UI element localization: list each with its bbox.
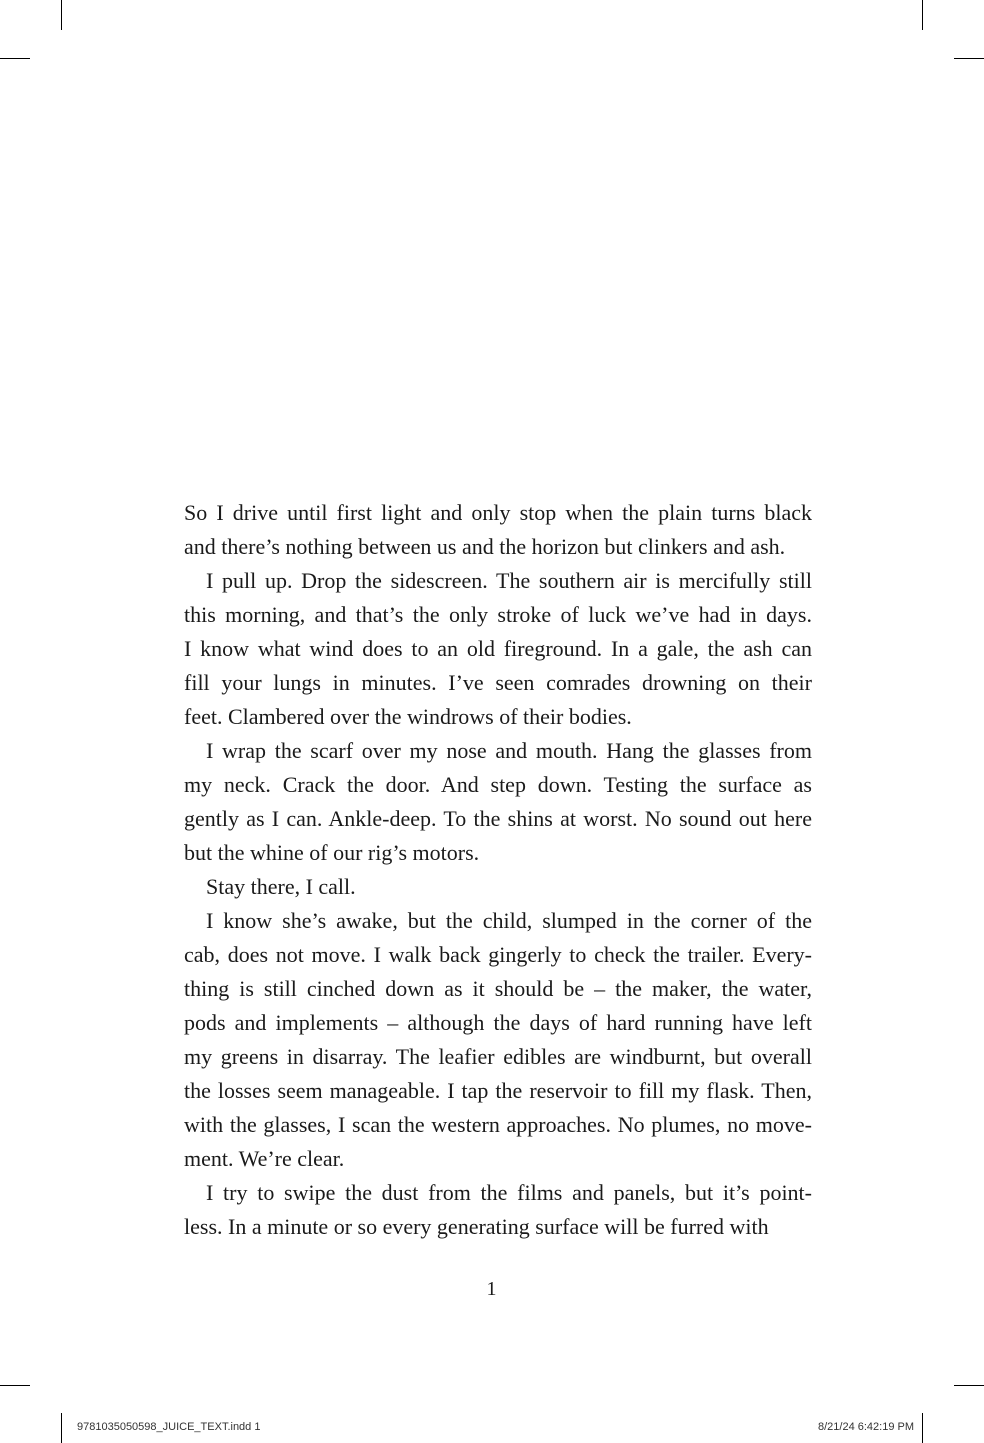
- paragraph: [184, 870, 812, 904]
- text-line: the losses seem manageable. I tap the reservoir to fill my flask. Then,: [184, 1078, 812, 1103]
- text-line: pods and implements – although the days of hard running have left: [184, 1010, 812, 1035]
- text-line: I know she’s awake, but the child, slumped in the corner of the: [206, 908, 812, 933]
- text-line: and there’s nothing between us and the horizon but clinkers and ash.: [184, 534, 786, 559]
- page-number: 1: [486, 1278, 498, 1300]
- text-line: ment. We’re clear.: [184, 1146, 345, 1171]
- text-line: feet. Clambered over the windrows of their bodies.: [184, 704, 632, 729]
- paragraph: [184, 1176, 812, 1244]
- text-line: with the glasses, I scan the western approaches. No plumes, no move-: [184, 1112, 812, 1137]
- text-line: fill your lungs in minutes. I’ve seen comrades drowning on their: [184, 670, 812, 695]
- crop-mark-bottom-right-horizontal: [954, 1385, 984, 1386]
- text-line: I wrap the scarf over my nose and mouth. Hang the glasses from: [206, 738, 812, 763]
- paragraph: [184, 734, 812, 870]
- text-line: I try to swipe the dust from the films and panels, but it’s point-: [206, 1180, 812, 1205]
- crop-mark-top-right-vertical: [922, 0, 923, 30]
- paragraph: [184, 496, 812, 564]
- text-line: less. In a minute or so every generating surface will be furred with: [184, 1214, 769, 1239]
- text-line: but the whine of our rig’s motors.: [184, 840, 480, 865]
- text-line: my neck. Crack the door. And step down. Testing the surface as: [184, 772, 812, 797]
- crop-mark-bottom-right-vertical: [922, 1413, 923, 1443]
- text-line: I know what wind does to an old fireground. In a gale, the ash can: [184, 636, 812, 661]
- text-line: cab, does not move. I walk back gingerly to check the trailer. Every-: [184, 942, 812, 967]
- crop-mark-bottom-left-horizontal: [0, 1385, 30, 1386]
- crop-mark-top-left-vertical: [61, 0, 62, 30]
- body-text: [184, 496, 812, 1244]
- text-line: my greens in disarray. The leafier edibles are windburnt, but overall: [184, 1044, 812, 1069]
- crop-mark-top-left-horizontal: [0, 58, 30, 59]
- paragraph: [184, 904, 812, 1176]
- text-line: So I drive until first light and only stop when the plain turns black: [184, 500, 812, 525]
- text-line: this morning, and that’s the only stroke of luck we’ve had in days.: [184, 602, 812, 627]
- crop-mark-top-right-horizontal: [954, 58, 984, 59]
- text-line: thing is still cinched down as it should be – the maker, the water,: [184, 976, 812, 1001]
- crop-mark-bottom-left-vertical: [61, 1413, 62, 1443]
- text-line: gently as I can. Ankle-deep. To the shins at worst. No sound out here: [184, 806, 812, 831]
- slug-timestamp: 8/21/24 6:42:19 PM: [817, 1421, 914, 1433]
- paragraph: [184, 564, 812, 734]
- slug-filename: 9781035050598_JUICE_TEXT.indd 1: [77, 1421, 261, 1433]
- text-line: Stay there, I call.: [206, 874, 356, 899]
- text-line: I pull up. Drop the sidescreen. The southern air is mercifully still: [206, 568, 812, 593]
